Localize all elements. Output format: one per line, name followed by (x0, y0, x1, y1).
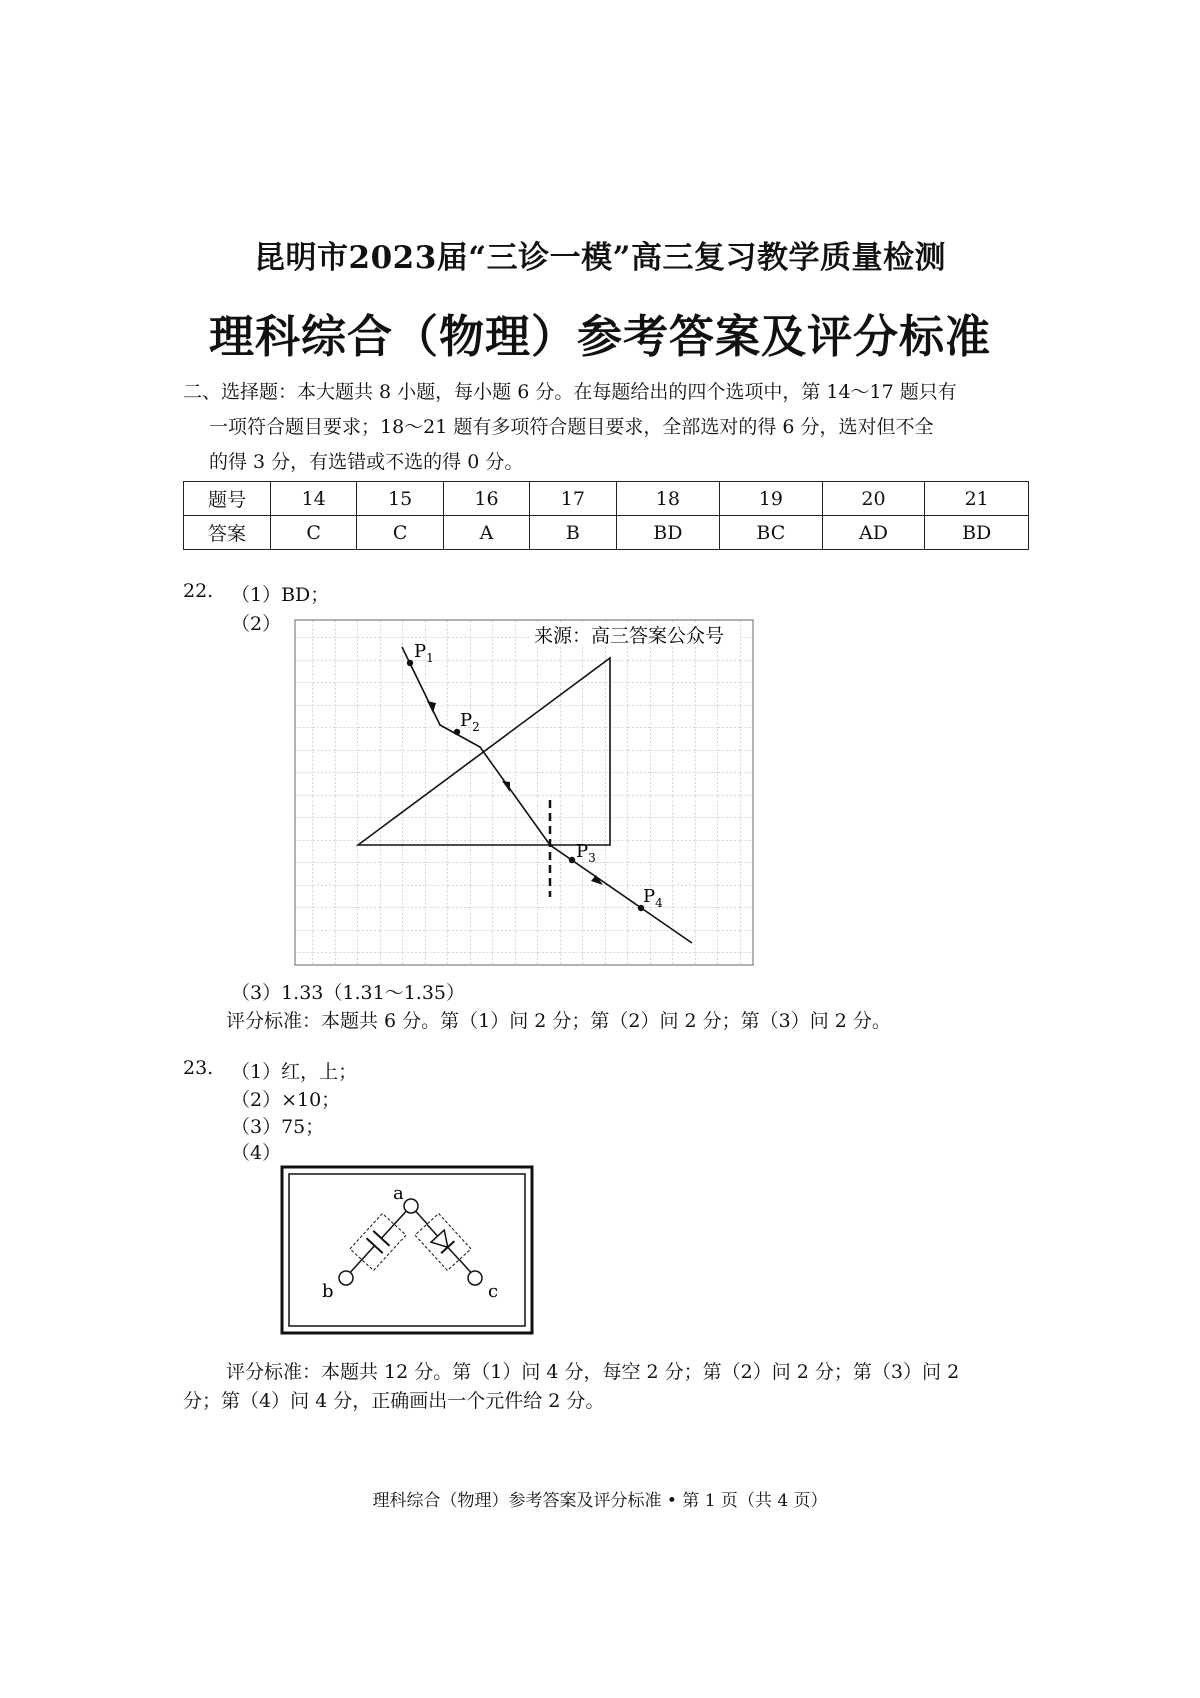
table-cell: 21 (925, 482, 1029, 516)
table-cell: 18 (616, 482, 720, 516)
terminal-label: b (322, 1281, 334, 1302)
capacitor-icon (350, 1213, 406, 1270)
table-row-answers (184, 516, 1029, 550)
instruction-line: 一项符合题目要求；18～21 题有多项符合题目要求，全部选对的得 6 分，选对但不全 (209, 416, 934, 438)
row-label: 题号 (184, 482, 271, 516)
instruction-line: 的得 3 分，有选错或不选的得 0 分。 (209, 451, 524, 473)
q22-scoring: 评分标准：本题共 6 分。第（1）问 2 分；第（2）问 2 分；第（3）问 2 分。 (226, 1010, 891, 1032)
q23-part1: （1）红，上； (231, 1061, 358, 1083)
page-footer: 理科综合（物理）参考答案及评分标准 • 第 1 页（共 4 页） (372, 1491, 828, 1511)
refraction-experiment-figure (290, 615, 760, 970)
terminal-c (468, 1271, 482, 1285)
table-cell: B (530, 516, 616, 550)
q23-part3: （3）75； (231, 1116, 325, 1138)
q22-number: 22. (183, 580, 214, 602)
table-cell: 20 (822, 482, 925, 516)
source-label: 来源：高三答案公众号 (534, 625, 725, 647)
answer-table (183, 481, 1029, 550)
table-cell: 16 (443, 482, 529, 516)
pin-p3 (569, 857, 575, 863)
table-cell: C (271, 516, 357, 550)
box-outer-border (282, 1167, 532, 1333)
table-cell: BC (720, 516, 822, 550)
table-cell: A (443, 516, 529, 550)
diode-icon (415, 1213, 471, 1270)
document-subtitle: 理科综合（物理）参考答案及评分标准 (208, 310, 991, 363)
box-inner-border (289, 1174, 525, 1326)
terminal-label: a (393, 1183, 404, 1204)
table-cell: BD (925, 516, 1029, 550)
table-cell: 15 (357, 482, 443, 516)
q23-scoring-line2: 分；第（4）问 4 分，正确画出一个元件给 2 分。 (183, 1390, 605, 1412)
pin-label: $P_3$ (576, 841, 596, 865)
q23-scoring-line1: 评分标准：本题共 12 分。第（1）问 4 分，每空 2 分；第（2）问 2 分；第（3）问 2 (226, 1361, 960, 1383)
q22-part1: （1）BD； (231, 584, 330, 606)
black-box-circuit-figure (280, 1165, 534, 1335)
pin-label: $P_1$ (414, 641, 434, 665)
table-cell: 14 (271, 482, 357, 516)
terminal-label: c (488, 1281, 499, 1302)
terminal-b (339, 1271, 353, 1285)
section2-instructions (183, 375, 1029, 480)
table-cell: BD (616, 516, 720, 550)
exam-title: 昆明市2023届“三诊一模”高三复习教学质量检测 (254, 240, 946, 276)
pin-label: $P_4$ (643, 886, 663, 910)
q22-part3: （3）1.33（1.31～1.35） (231, 982, 466, 1004)
instruction-line: 二、选择题：本大题共 8 小题，每小题 6 分。在每题给出的四个选项中，第 14～17 题只有 (183, 381, 957, 403)
terminal-a (404, 1199, 418, 1213)
q22-part2: （2） (231, 613, 282, 635)
table-cell: AD (822, 516, 925, 550)
q23-part4: （4） (231, 1142, 282, 1164)
row-label: 答案 (184, 516, 271, 550)
table-cell: C (357, 516, 443, 550)
grid-paper (295, 620, 753, 965)
pin-p1 (407, 660, 413, 666)
pin-label: $P_2$ (460, 710, 480, 734)
table-cell: 19 (720, 482, 822, 516)
table-row-question-numbers (184, 482, 1029, 516)
table-cell: 17 (530, 482, 616, 516)
q23-number: 23. (183, 1057, 214, 1079)
q23-part2: （2）×10； (231, 1089, 341, 1111)
